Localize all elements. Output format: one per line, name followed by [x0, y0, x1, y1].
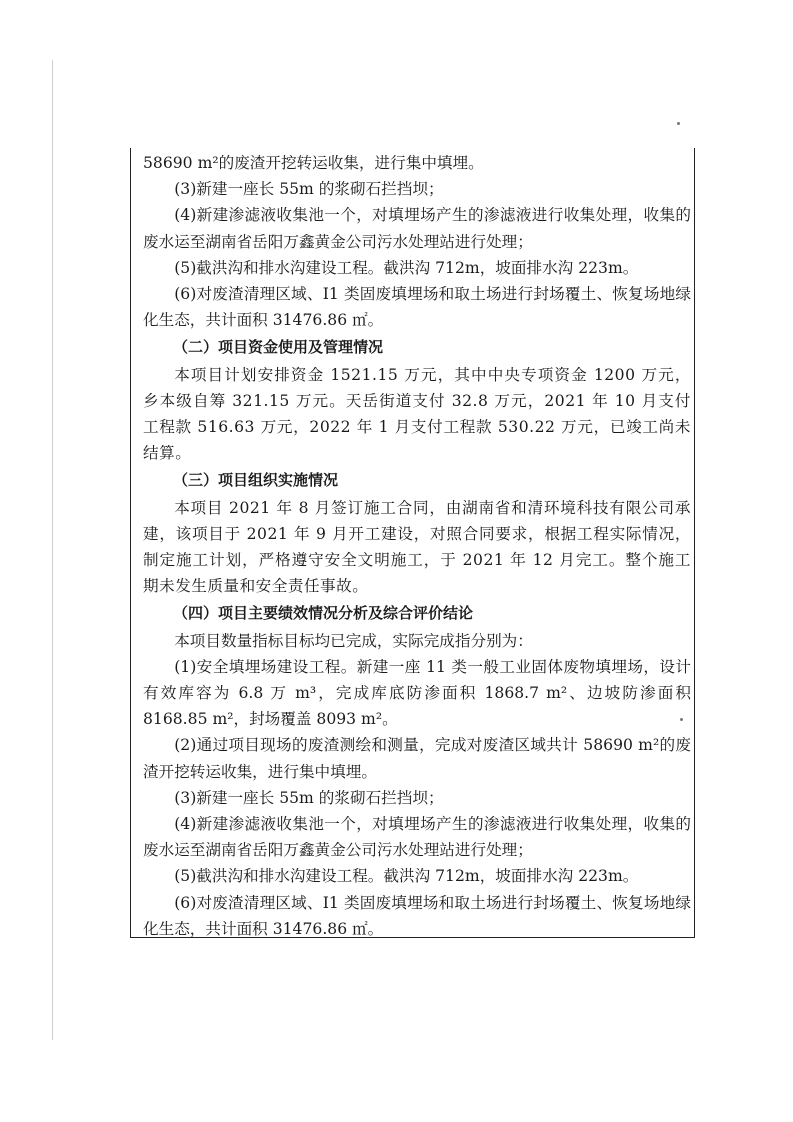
list-item: (1)安全填埋场建设工程。新建一座 11 类一般工业固体废物填埋场，设计有效库容为 6.8 万 m³，完成库底防渗面积 1868.7 m²、边坡防渗面积 8168.85 m²，封场覆盖 8093 m²。 [143, 657, 691, 729]
paragraph: (6)对废渣清理区域、I1 类固废填埋场和取土场进行封场覆土、恢复场地绿化生态，共计面积 31476.86 ㎡。 [143, 285, 691, 330]
section-heading: （三）项目组织实施情况 [173, 471, 339, 490]
paragraph: (5)截洪沟和排水沟建设工程。截洪沟 712m，坡面排水沟 223m。 [174, 258, 639, 277]
list-item: (6)对废渣清理区域、I1 类固废填埋场和取土场进行封场覆土、恢复场地绿化生态，共计面积 31476.86 ㎡。 [143, 893, 691, 938]
paragraph: 本项目 2021 年 8 月签订施工合同，由湖南省和清环境科技有限公司承建，该项目于 2021 年 9 月开工建设，对照合同要求，根据工程实际情况，制定施工计划，严格遵守安全文明施工，于 2021 年 12 月完工。整个施工期未发生质量和安全责任事故。 [143, 498, 691, 596]
list-item: (2)通过项目现场的废渣测绘和测量，完成对废渣区域共计 58690 m²的废渣开挖转运收集，进行集中填埋。 [143, 736, 691, 781]
paragraph: (4)新建渗滤液收集池一个，对填埋场产生的渗滤液进行收集处理，收集的废水运至湖南省岳阳万鑫黄金公司污水处理站进行处理； [143, 206, 691, 251]
scan-edge-line [52, 60, 53, 1040]
section-heading: （四）项目主要绩效情况分析及综合评价结论 [173, 604, 474, 623]
list-item: (5)截洪沟和排水沟建设工程。截洪沟 712m，坡面排水沟 223m。 [174, 867, 639, 886]
list-item: (3)新建一座长 55m 的浆砌石拦挡坝； [174, 788, 444, 807]
paragraph: 本项目数量指标目标均已完成，实际完成指分别为： [174, 631, 533, 650]
scan-speck [677, 122, 680, 125]
paragraph: 58690 m²的废渣开挖转运收集，进行集中填埋。 [143, 154, 484, 172]
list-item: (4)新建渗滤液收集池一个，对填埋场产生的渗滤液进行收集处理，收集的废水运至湖南省岳阳万鑫黄金公司污水处理站进行处理； [143, 815, 691, 860]
document-body [143, 150, 691, 942]
paragraph: 本项目计划安排资金 1521.15 万元，其中中央专项资金 1200 万元，乡本级自筹 321.15 万元。天岳街道支付 32.8 万元，2021 年 10 月支付工程款 516.63 万元，2022 年 1 月支付工程款 530.22 万元，已竣工尚未结算。 [143, 365, 691, 463]
section-heading: （二）项目资金使用及管理情况 [173, 338, 384, 357]
paragraph: (3)新建一座长 55m 的浆砌石拦挡坝； [174, 180, 444, 199]
